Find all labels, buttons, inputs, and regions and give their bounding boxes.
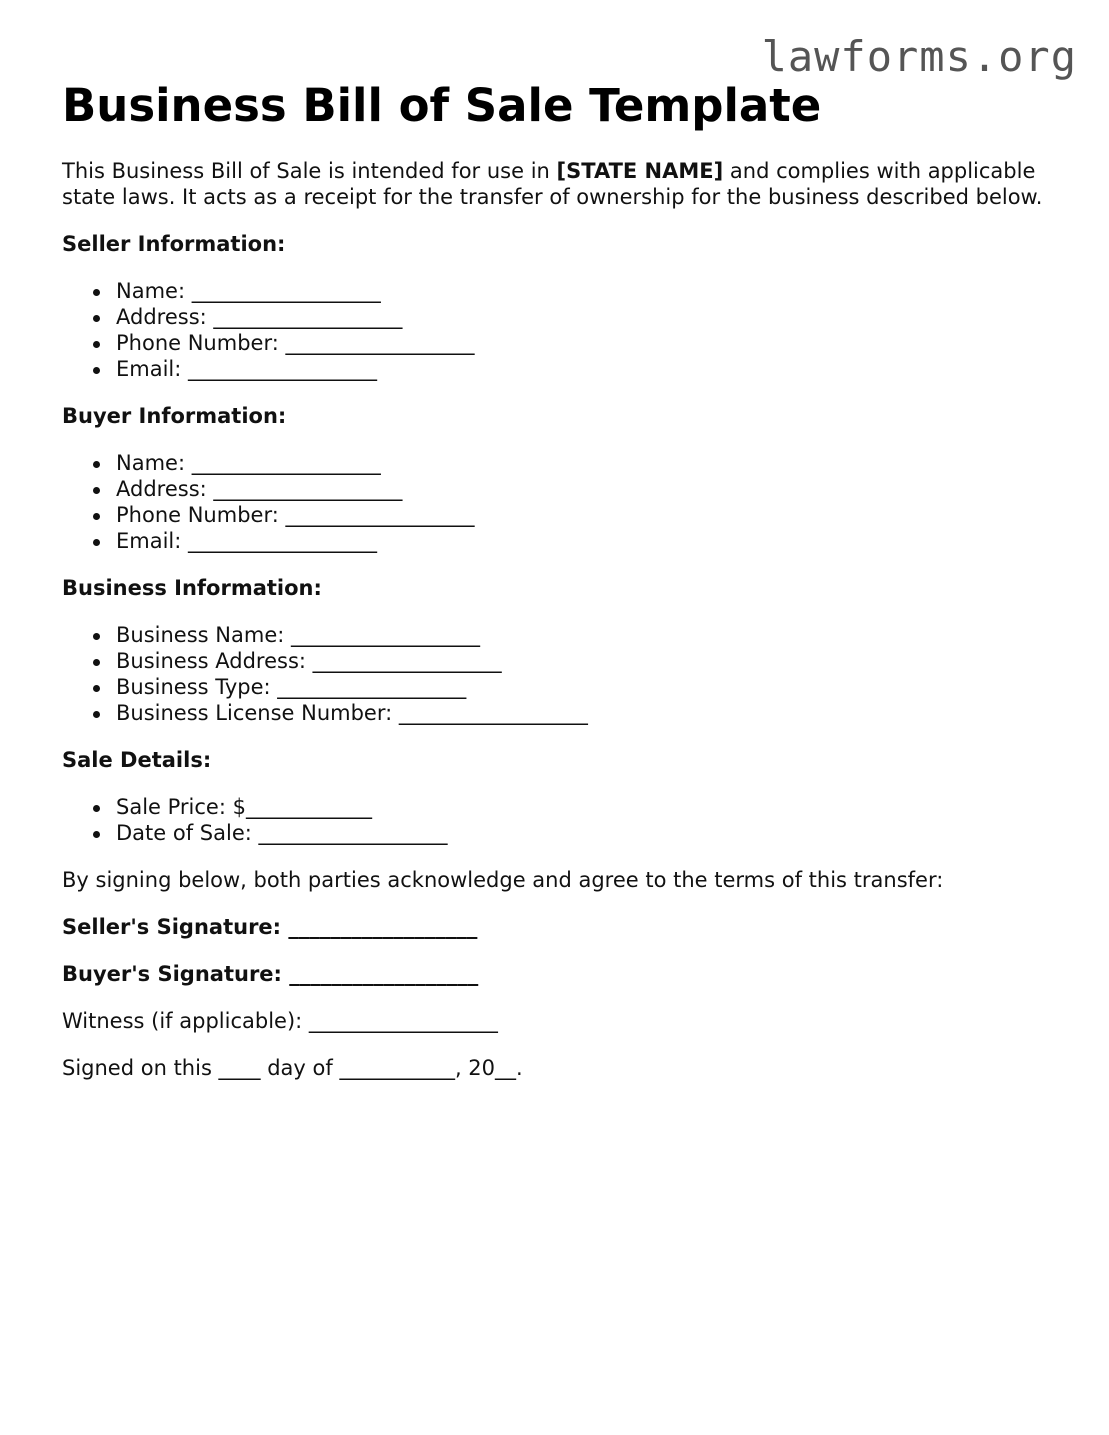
state-name-placeholder: [STATE NAME] xyxy=(556,159,724,183)
signed-on-line: Signed on this ____ day of ___________, 20__. xyxy=(62,1056,523,1080)
seller-name-field: Name: __________________ xyxy=(116,278,1052,304)
seller-fields-list xyxy=(62,278,1052,382)
witness-line: Witness (if applicable): __________________ xyxy=(62,1009,498,1033)
document-page xyxy=(62,78,1052,1081)
intro-text-after: and complies with applicable state laws. It acts as a receipt for the transfer of ownership for the business described below. xyxy=(62,159,1043,209)
intro-paragraph xyxy=(62,158,1052,210)
sale-fields-list xyxy=(62,794,1052,846)
sale-date-field: Date of Sale: __________________ xyxy=(116,820,1052,846)
seller-address-field: Address: __________________ xyxy=(116,304,1052,330)
buyer-signature-line: Buyer's Signature: __________________ xyxy=(62,962,479,986)
buyer-fields-list xyxy=(62,450,1052,554)
buyer-email-field: Email: __________________ xyxy=(116,528,1052,554)
seller-information-heading: Seller Information: xyxy=(62,232,286,256)
intro-text-before: This Business Bill of Sale is intended for use in xyxy=(62,159,557,183)
seller-email-field: Email: __________________ xyxy=(116,356,1052,382)
business-address-field: Business Address: __________________ xyxy=(116,648,1052,674)
acknowledgement-text: By signing below, both parties acknowledge and agree to the terms of this transfer: xyxy=(62,868,944,892)
business-name-field: Business Name: __________________ xyxy=(116,622,1052,648)
lawforms-watermark: lawforms.org xyxy=(761,32,1077,81)
sale-details-heading: Sale Details: xyxy=(62,748,212,772)
buyer-phone-field: Phone Number: __________________ xyxy=(116,502,1052,528)
buyer-address-field: Address: __________________ xyxy=(116,476,1052,502)
sale-price-field: Sale Price: $____________ xyxy=(116,794,1052,820)
seller-signature-line: Seller's Signature: __________________ xyxy=(62,915,478,939)
business-fields-list xyxy=(62,622,1052,726)
business-type-field: Business Type: __________________ xyxy=(116,674,1052,700)
seller-phone-field: Phone Number: __________________ xyxy=(116,330,1052,356)
buyer-name-field: Name: __________________ xyxy=(116,450,1052,476)
business-information-heading: Business Information: xyxy=(62,576,322,600)
business-license-field: Business License Number: __________________ xyxy=(116,700,1052,726)
document-title: Business Bill of Sale Template xyxy=(62,79,822,132)
buyer-information-heading: Buyer Information: xyxy=(62,404,287,428)
